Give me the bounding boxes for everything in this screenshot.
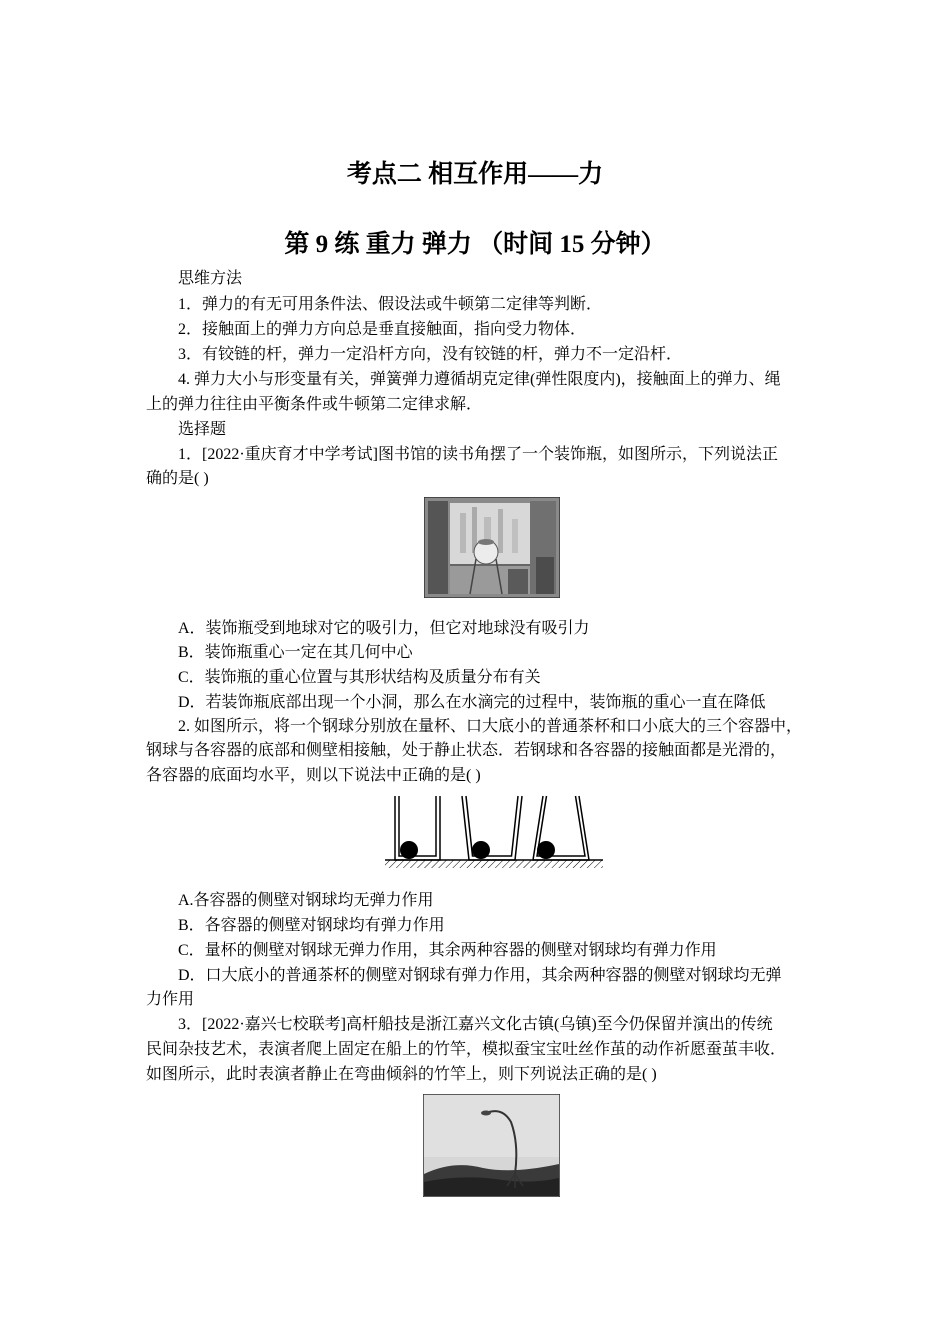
q2-option-d: D．口大底小的普通茶杯的侧壁对钢球有弹力作用，其余两种容器的侧壁对钢球均无弹: [178, 967, 782, 984]
steel-ball-1: [400, 841, 418, 859]
teacup-wide-top: [462, 796, 522, 860]
q3-bamboo-pole-photo: [423, 1094, 560, 1197]
method-point-4: 4. 弹力大小与形变量有关，弹簧弹力遵循胡克定律(弹性限度内)，接触面上的弹力、绳: [178, 371, 781, 388]
steel-ball-2: [472, 841, 490, 859]
measuring-cup: [395, 796, 440, 860]
steel-ball-3: [537, 841, 555, 859]
method-point-4-cont: 上的弹力往往由平衡条件或牛顿第二定律求解．: [146, 396, 483, 413]
q2-option-d-cont: 力作用: [146, 991, 195, 1008]
q1-option-d: D．若装饰瓶底部出现一个小洞，那么在水滴完的过程中，装饰瓶的重心一直在降低: [178, 694, 766, 711]
q2-option-c: C．量杯的侧壁对钢球无弹力作用，其余两种容器的侧壁对钢球均有弹力作用: [178, 942, 717, 959]
q1-option-c: C．装饰瓶的重心位置与其形状结构及质量分布有关: [178, 669, 541, 686]
container-narrow-top: [533, 796, 589, 860]
lesson-title: 第 9 练 重力 弹力 （时间 15 分钟）: [284, 231, 666, 258]
q1-option-b: B．装饰瓶重心一定在其几何中心: [178, 644, 413, 661]
q3-stem-line1: 3．[2022·嘉兴七校联考]高杆船技是浙江嘉兴文化古镇(乌镇)至今仍保留并演出的传统: [178, 1016, 773, 1033]
method-point-3: 3．有铰链的杆，弹力一定沿杆方向，没有铰链的杆，弹力不一定沿杆．: [178, 346, 683, 363]
q1-vase-photo: [424, 497, 560, 598]
q2-stem-line2: 钢球与各容器的底部和侧壁相接触，处于静止状态．若钢球和各容器的接触面都是光滑的，: [146, 742, 787, 759]
q2-stem-line3: 各容器的底面均水平，则以下说法中正确的是( ): [146, 767, 481, 784]
q2-containers-diagram: [385, 794, 603, 870]
q3-stem-line3: 如图所示，此时表演者静止在弯曲倾斜的竹竿上，则下列说法正确的是( ): [146, 1066, 657, 1083]
q2-option-a: A.各容器的侧壁对钢球均无弹力作用: [178, 892, 434, 909]
method-point-1: 1．弹力的有无可用条件法、假设法或牛顿第二定律等判断．: [178, 296, 603, 313]
q3-stem-line2: 民间杂技艺术，表演者爬上固定在船上的竹竿，模拟蚕宝宝吐丝作茧的动作祈愿蚕茧丰收．: [146, 1041, 787, 1058]
q1-stem-line2: 确的是( ): [146, 470, 209, 487]
section-heading: 选择题: [178, 421, 227, 438]
q1-stem-line1: 1．[2022·重庆育才中学考试]图书馆的读书角摆了一个装饰瓶，如图所示，下列说法正: [178, 446, 778, 463]
q2-stem-line1: 2. 如图所示，将一个钢球分别放在量杯、口大底小的普通茶杯和口小底大的三个容器中，: [178, 718, 803, 735]
q2-option-b: B．各容器的侧壁对钢球均有弹力作用: [178, 917, 445, 934]
q1-option-a: A．装饰瓶受到地球对它的吸引力，但它对地球没有吸引力: [178, 620, 590, 637]
method-point-2: 2．接触面上的弹力方向总是垂直接触面，指向受力物体．: [178, 321, 587, 338]
method-heading: 思维方法: [178, 270, 243, 287]
unit-title: 考点二 相互作用——力: [346, 161, 604, 188]
